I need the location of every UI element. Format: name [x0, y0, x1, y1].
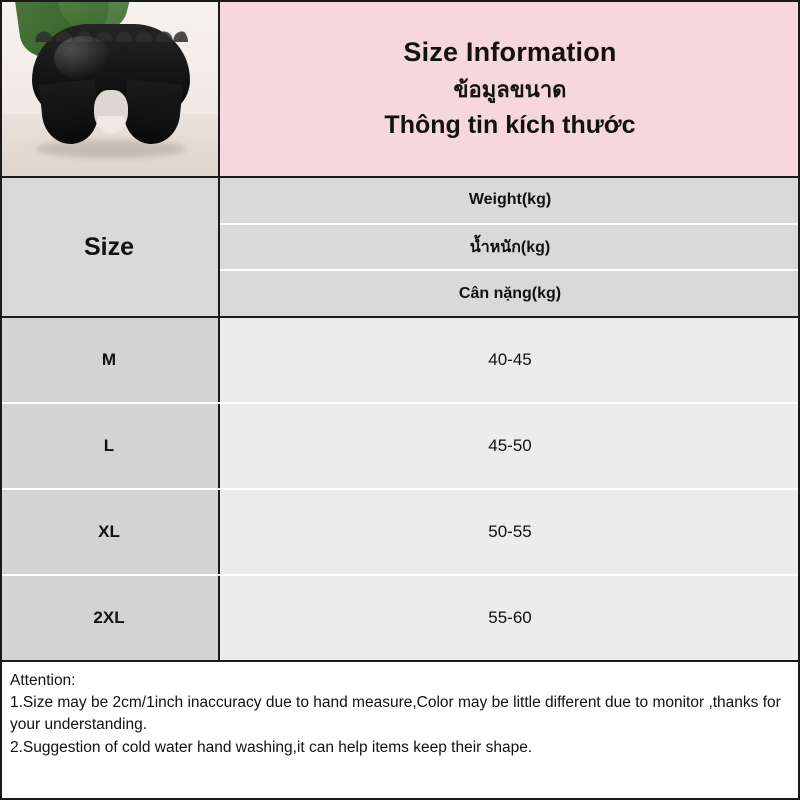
title-thai: ข้อมูลขนาด [453, 76, 567, 102]
table-row [0, 490, 800, 576]
garment-gusset [94, 90, 128, 134]
title-english: Size Information [403, 36, 617, 67]
column-header-weight-group [220, 178, 800, 316]
table-row [0, 576, 800, 662]
header-band [0, 0, 800, 178]
cell-size: L [0, 404, 220, 488]
column-header-weight-vi: Cân nặng(kg) [220, 271, 800, 316]
cell-size: XL [0, 490, 220, 574]
garment-photo [32, 24, 190, 150]
cell-weight: 55-60 [220, 576, 800, 660]
garment-waistband [34, 26, 188, 42]
cell-weight: 45-50 [220, 404, 800, 488]
cell-weight: 40-45 [220, 318, 800, 402]
garment-highlight [54, 36, 112, 80]
cell-size: 2XL [0, 576, 220, 660]
attention-heading: Attention: [10, 672, 76, 689]
column-header-weight-th: น้ำหนัก(kg) [220, 225, 800, 272]
cell-size: M [0, 318, 220, 402]
column-header-size: Size [0, 178, 220, 316]
garment-leg-left [39, 79, 101, 147]
table-row [0, 318, 800, 404]
title-vietnamese: Thông tin kích thước [384, 110, 636, 139]
garment-leg-right [121, 79, 183, 147]
attention-line-1: 1.Size may be 2cm/1inch inaccuracy due to hand measure,Color may be little different due to monitor ,thanks for your understanding. [10, 694, 781, 733]
table-row [0, 404, 800, 490]
cell-weight: 50-55 [220, 490, 800, 574]
product-photo [0, 0, 220, 176]
attention-block [0, 662, 800, 769]
title-block [220, 0, 800, 176]
column-header-weight-en: Weight(kg) [220, 178, 800, 225]
table-header-row [0, 178, 800, 318]
attention-line-2: 2.Suggestion of cold water hand washing,it can help items keep their shape. [10, 739, 533, 756]
